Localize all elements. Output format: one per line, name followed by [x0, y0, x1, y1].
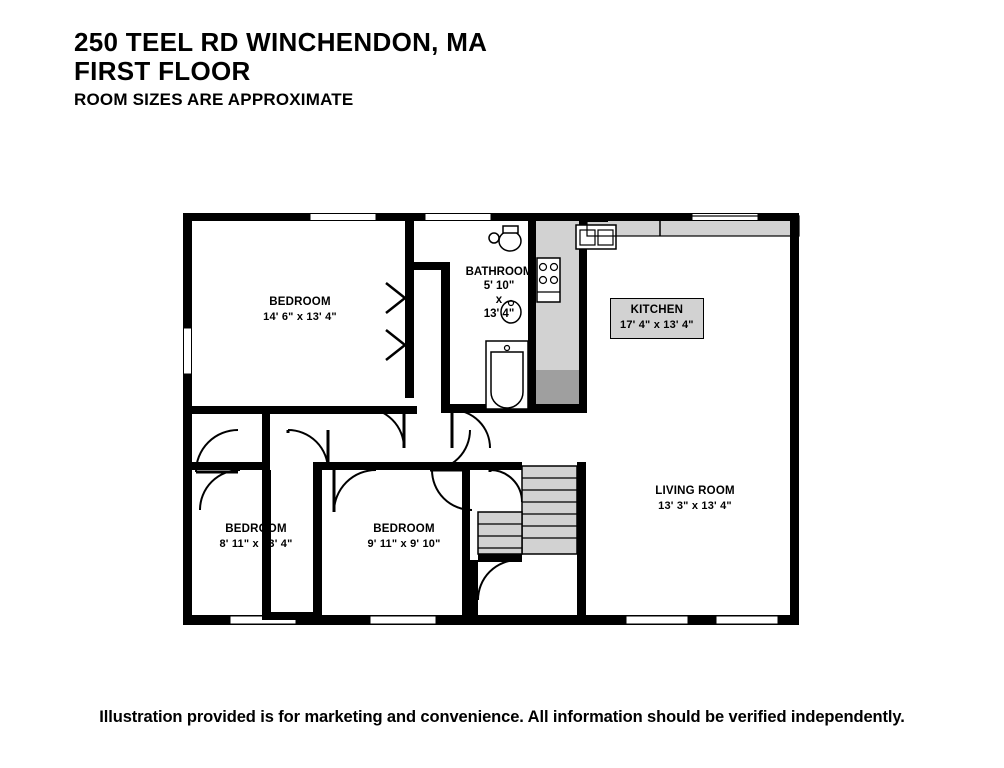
door-swings — [196, 283, 522, 600]
bathtub-fixture — [486, 341, 528, 409]
room-label-bedroom-master — [200, 295, 400, 325]
room-dimensions: 14' 6" x 13' 4" — [263, 311, 337, 323]
room-label-living-room — [600, 484, 790, 514]
room-dimension-separator: x — [495, 294, 503, 306]
room-label-bedroom-middle — [325, 522, 483, 552]
room-dimensions: 17' 4" x 13' 4" — [620, 319, 694, 331]
room-label-bathroom — [437, 265, 561, 321]
room-name: BEDROOM — [225, 523, 287, 535]
room-dimension-length: 13' 4" — [483, 308, 515, 320]
room-dimensions: 9' 11" x 9' 10" — [367, 538, 441, 550]
floor-subtitle: FIRST FLOOR — [74, 56, 251, 86]
room-name: BATHROOM — [465, 266, 533, 278]
kitchen-sink-fixture — [576, 221, 616, 249]
toilet-fixture — [489, 226, 521, 251]
page-title: 250 TEEL RD WINCHENDON, MA — [74, 27, 488, 57]
room-label-bedroom-left — [175, 522, 337, 552]
room-label-kitchen — [610, 298, 704, 339]
footer-disclaimer: Illustration provided is for marketing and convenience. All information should be verified independently. — [99, 708, 905, 726]
room-dimensions: 13' 3" x 13' 4" — [658, 500, 732, 512]
room-name: BEDROOM — [373, 523, 435, 535]
room-dimensions: 8' 11" x 13' 4" — [219, 538, 293, 550]
room-name: KITCHEN — [630, 304, 684, 316]
room-dimension-width: 5' 10" — [483, 280, 515, 292]
room-name: BEDROOM — [269, 296, 331, 308]
room-name: LIVING ROOM — [655, 485, 735, 497]
staircase — [478, 466, 577, 554]
approximate-note: ROOM SIZES ARE APPROXIMATE — [74, 90, 354, 109]
